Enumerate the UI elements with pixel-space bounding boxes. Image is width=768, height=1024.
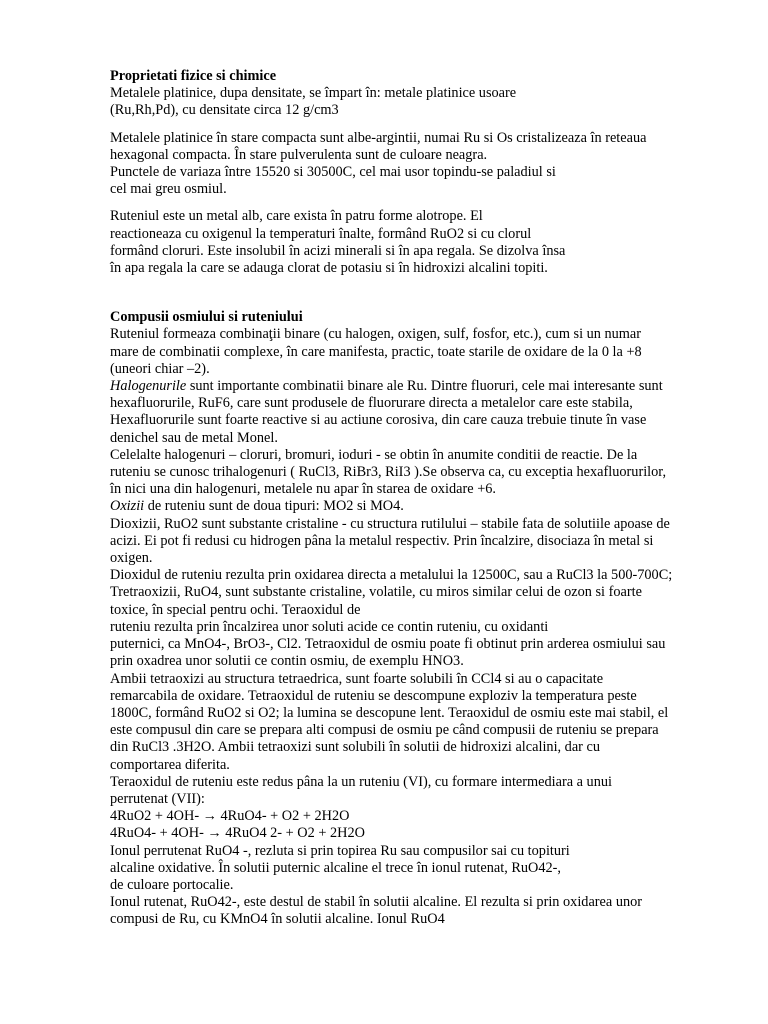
text-line: Halogenurile sunt importante combinatii binare ale Ru. Dintre fluoruri, cele mai interesante sunt [110, 378, 663, 395]
text-line: Celelalte halogenuri – cloruri, bromuri, ioduri - se obtin în anumite conditii de reactie. De la [110, 446, 638, 463]
text-line: comportarea diferita. [110, 756, 230, 773]
text-line: Ruteniul este un metal alb, care exista în patru forme alotrope. El [110, 208, 483, 225]
text-line: perrutenat (VII): [110, 790, 205, 807]
text-line: 4RuO2 + 4OH- → 4RuO4- + O2 + 2H2O [110, 808, 350, 825]
text-line: în apa regala la care se adauga clorat de potasiu si în hidroxizi alcalini topiti. [110, 260, 548, 277]
text-line: Hexafluorurile sunt foarte reactive si au actiune corosiva, din care cauza trebuie tinute în vase [110, 412, 647, 429]
text-line: ruteniu rezulta prin încalzirea unor soluti acide ce contin ruteniu, cu oxidanti [110, 618, 549, 635]
text-line: 4RuO4- + 4OH- → 4RuO4 2- + O2 + 2H2O [110, 825, 365, 842]
section-heading-compounds: Compusii osmiului si ruteniului [110, 309, 303, 326]
text-line: compusi de Ru, cu KMnO4 în solutii alcaline. Ionul RuO4 [110, 911, 445, 928]
text-line: remarcabila de oxidare. Tetraoxidul de ruteniu se descompune exploziv la temperatura peste [110, 687, 637, 704]
text-line: de culoare portocalie. [110, 876, 234, 893]
text-line: în nici una din halogenuri, metalele nu apar în starea de oxidare +6. [110, 481, 496, 498]
text-line: Metalele platinice în stare compacta sunt albe-argintii, numai Ru si Os cristalizeaza în reteaua [110, 129, 647, 146]
text-line: Ionul perrutenat RuO4 -, rezluta si prin topirea Ru sau compusilor sai cu topituri [110, 842, 570, 859]
paragraph-density [110, 85, 720, 119]
text-line: Ionul rutenat, RuO42-, este destul de stabil în solutii alcaline. El rezulta si prin oxidarea unor [110, 894, 643, 911]
text-line: Tretraoxizii, RuO4, sunt substante cristaline, volatile, cu miros similar celui de ozon si foarte [110, 584, 642, 601]
text-line: toxice, în special pentru ochi. Teraoxidul de [110, 601, 361, 618]
text-line: alcaline oxidative. În solutii puternic alcaline el trece în ionul rutenat, RuO42-, [110, 859, 561, 876]
text-line: Ambii tetraoxizi au structura tetraedrica, sunt foarte solubili în CCl4 si au o capacitate [110, 670, 604, 687]
text-line: Punctele de variaza între 15520 si 30500C, cel mai usor topindu-se paladiul si [110, 164, 556, 181]
text-line: Dioxidul de ruteniu rezulta prin oxidarea directa a metalului la 12500C, sau a RuCl3 la 500-700C; [110, 567, 673, 584]
text-line: Ruteniul formeaza combinaţii binare (cu halogen, oxigen, sulf, fosfor, etc.), cum si un numar [110, 326, 642, 343]
text-line: acizi. Ei pot fi redusi cu hidrogen pâna la metalul respectiv. Prin încalzire, disociaza în metal si [110, 532, 654, 549]
text-line: hexafluorurile, RuF6, care sunt produsele de fluorurare directa a metalelor care este stabila, [110, 395, 633, 412]
paragraph-compounds [110, 326, 720, 928]
paragraph-appearance [110, 130, 720, 199]
paragraph-ruthenium [110, 208, 720, 277]
text-line: (Ru,Rh,Pd), cu densitate circa 12 g/cm3 [110, 102, 339, 119]
text-line: hexagonal compacta. În stare pulverulenta sunt de culoare neagra. [110, 146, 488, 163]
text-line: ruteniu se cunosc trihalogenuri ( RuCl3, RiBr3, RiI3 ).Se observa ca, cu exceptia hexafluorurilor, [110, 464, 667, 481]
document-content [110, 68, 720, 929]
text-line: Metalele platinice, dupa densitate, se împart în: metale platinice usoare [110, 85, 517, 102]
text-line: (uneori chiar –2). [110, 360, 210, 377]
text-line: este compusul din care se prepara alti compusi de osmiu pe când compusii de ruteniu se prepara [110, 722, 659, 739]
text-line: formând cloruri. Este insolubil în acizi minerali si în apa regala. Se dizolva însa [110, 242, 566, 259]
text-line: mare de combinatii complexe, în care manifesta, practic, toate starile de oxidare de la 0 la +8 [110, 343, 642, 360]
text-line: Dioxizii, RuO2 sunt substante cristaline - cu structura rutilului – stabile fata de solutiile apoase de [110, 515, 670, 532]
text-line: denichel sau de metal Monel. [110, 429, 278, 446]
text-line: Oxizii de ruteniu sunt de doua tipuri: MO2 si MO4. [110, 498, 404, 515]
text-line: puternici, ca MnO4-, BrO3-, Cl2. Tetraoxidul de osmiu poate fi obtinut prin arderea osmiului sau [110, 636, 666, 653]
text-line: cel mai greu osmiul. [110, 181, 227, 198]
text-line: din RuCl3 .3H2O. Ambii tetraoxizi sunt solubili în solutii de hidroxizi alcalini, dar cu [110, 739, 601, 756]
text-line: Teraoxidul de ruteniu este redus pâna la un ruteniu (VI), cu formare intermediara a unui [110, 773, 612, 790]
text-line: prin oxadrea unor solutii ce contin osmiu, de exemplu HNO3. [110, 653, 464, 670]
text-line: reactioneaza cu oxigenul la temperaturi înalte, formând RuO2 si cu clorul [110, 225, 532, 242]
text-line: oxigen. [110, 550, 153, 567]
text-line: 1800C, formând RuO2 si O2; la lumina se descopune lent. Teraoxidul de osmiu este mai stabil, el [110, 704, 669, 721]
section-heading-properties: Proprietati fizice si chimice [110, 68, 277, 84]
